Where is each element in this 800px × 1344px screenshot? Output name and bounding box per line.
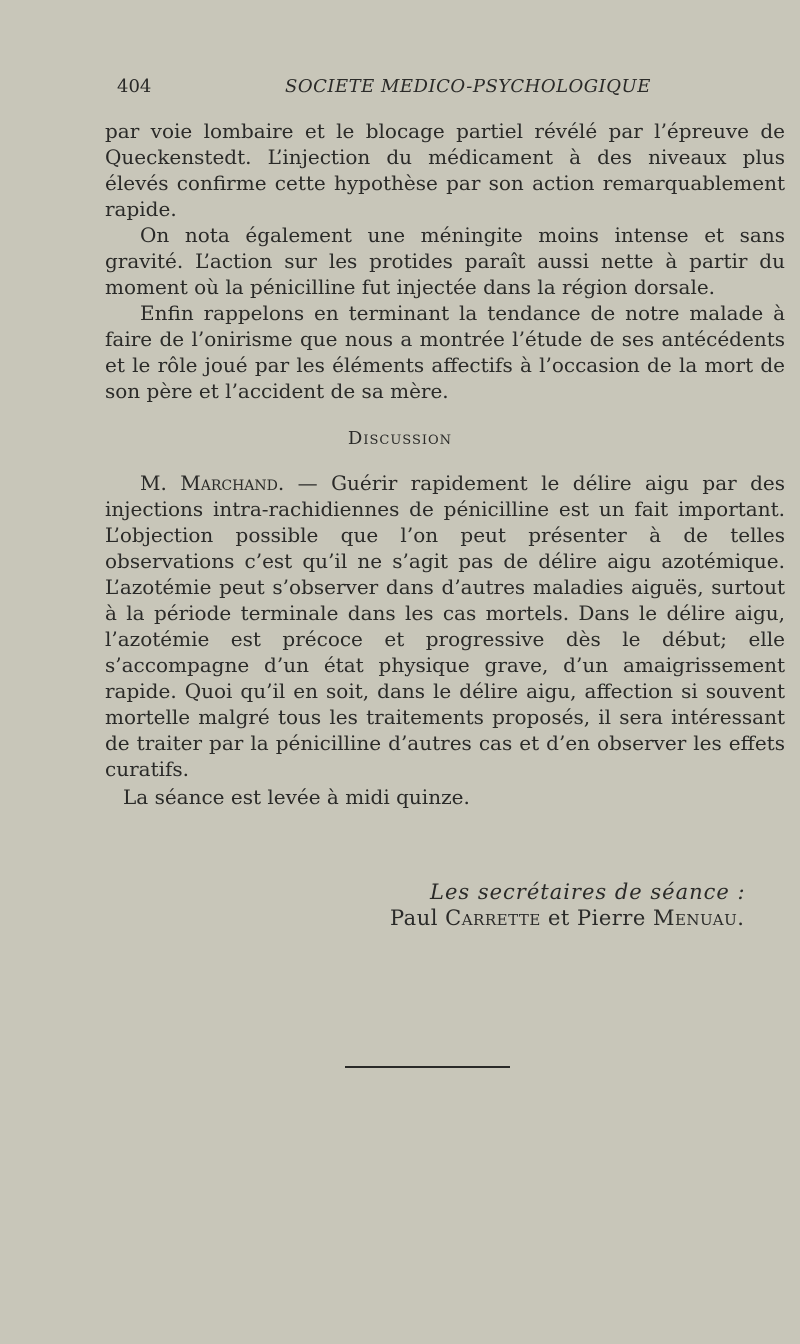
speaker-name: Marchand (180, 471, 278, 495)
second-surname: Menuau (652, 906, 738, 930)
paragraph-2: On nota également une méningite moins intense et sans gravité. L’action sur les protides paraît aussi nette à partir du moment où la pénicilline fut injectée dans la région dorsale. (105, 223, 785, 299)
page-header (117, 74, 677, 104)
paragraph-3: Enfin rappelons en terminant la tendance de notre malade à faire de l’onirisme que nous a montrée l’étude de ses antécédents et le rôle joué par les éléments affectifs à l’occasion de la mort de son père et l’accident de sa mère. (105, 301, 785, 403)
section-divider (345, 1066, 510, 1068)
body-text (105, 118, 785, 404)
running-title: SOCIETE MEDICO-PSYCHOLOGIQUE (285, 76, 651, 97)
closing-line: La séance est levée à midi quinze. (123, 785, 470, 809)
speaker-prefix: M. (140, 471, 181, 495)
discussion-text (105, 470, 785, 782)
signature-names (390, 906, 744, 930)
paragraph-1: par voie lombaire et le blocage partiel révélé par l’épreuve de Queckenstedt. L’injection du médicament à des niveaux plus élevés confirme cette hypothèse par son action remarquablement rapide. (105, 119, 785, 221)
discussion-paragraph (105, 470, 785, 782)
discussion-body: Guérir rapidement le délire aigu par des injections intra-rachidiennes de pénicilline est un fait important. L’objection possible que l’on peut présenter à de telles observations c’est qu’il ne s’agit pas de délire aigu azotémique. L’azotémie peut s’observer dans d’autres maladies aiguës, surtout à la période terminale dans les cas mortels. Dans le délire aigu, l’azotémie est précoce et progressive dès le début; elle s’accompagne d’un état physique grave, d’un amaigrissement rapide. Quoi qu’il en soit, dans le délire aigu, affection si souvent mortelle malgré tous les traitements proposés, il sera intéressant de traiter par la pénicilline d’autres cas et d’en observer les effets curatifs. (105, 471, 785, 781)
conjunction-text: et Pierre (540, 906, 653, 930)
first-given-name: Paul (390, 906, 446, 930)
page-number: 404 (117, 76, 152, 97)
speaker-suffix: . — (277, 471, 332, 495)
signature-title: Les secrétaires de séance : (430, 880, 746, 904)
first-surname: Carrette (445, 906, 541, 930)
discussion-heading: Discussion (347, 428, 453, 449)
signature-end: . (737, 906, 745, 930)
